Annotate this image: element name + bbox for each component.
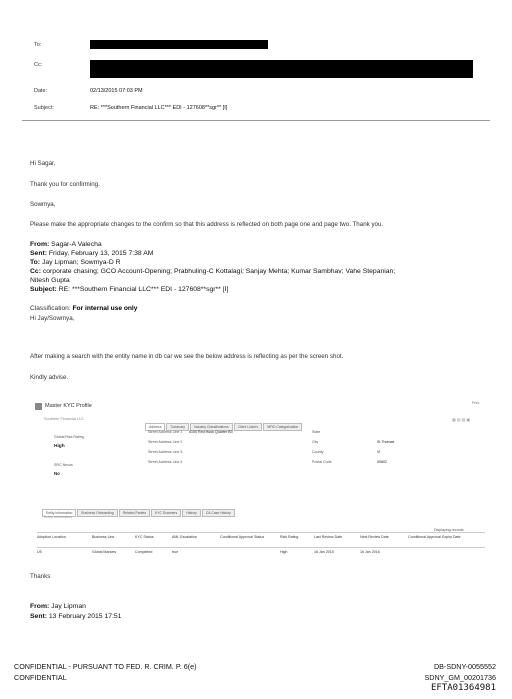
cell-risk: High — [280, 550, 288, 554]
tab-mfid[interactable]: MFID Categorization — [263, 423, 302, 431]
tab-summary[interactable]: Summary — [166, 423, 189, 431]
kyc-screenshot — [32, 395, 487, 560]
cc-label: Cc: — [34, 62, 43, 68]
col-kyc-status: KYC Status — [135, 535, 154, 539]
quoted2-from: From: Jay Lipman — [30, 603, 86, 610]
table-row[interactable] — [32, 550, 487, 558]
folder-icon — [35, 403, 42, 410]
city-value: St Thomas — [377, 440, 395, 444]
tab-entity-info[interactable]: Entity Information — [42, 509, 76, 517]
street-1-value: 6100 Red Hook Quarter B3 — [189, 430, 233, 434]
col-last-review: Last Review Date — [314, 535, 343, 539]
subject-value: RE: ***Southern Financial LLC*** EDI - 127608**sgr** [I] — [90, 105, 228, 111]
tab-kyc-scanners[interactable]: KYC Scanners — [151, 509, 181, 517]
kyc-title: Master KYC Profile — [45, 403, 92, 409]
col-next-review: Next Review Date — [360, 535, 389, 539]
cell-next-review: 16 Jan 2016 — [360, 550, 380, 554]
quoted-text: After making a search with the entity name in db car we see the below address is reflecting as per the screen shot. — [30, 353, 344, 360]
header-divider — [22, 120, 490, 121]
street-1-label: Street Address Line 1 — [148, 430, 183, 434]
street-4-label: Street Address Line 4 — [148, 460, 183, 464]
cell-business-line: Global Markets — [92, 550, 117, 554]
tab-industry[interactable]: Industry Classifications — [190, 423, 233, 431]
tab-business-onboarding[interactable]: Business Onboarding — [77, 509, 117, 517]
src-value: No — [54, 471, 60, 476]
cell-aml: true — [172, 550, 179, 554]
tab-address[interactable]: Address — [145, 423, 165, 431]
tab-history[interactable]: History — [182, 509, 201, 517]
footer-confidential-2: CONFIDENTIAL — [14, 673, 67, 682]
cell-last-review: 16 Jan 2015 — [314, 550, 334, 554]
thanks-confirm: Thank you for confirming. — [30, 181, 100, 188]
table-mid-line — [37, 547, 485, 548]
table-top-line — [37, 532, 485, 533]
col-risk-rating: Risk Rating — [280, 535, 299, 539]
state-label: State — [312, 430, 321, 434]
street-3-label: Street Address Line 3 — [148, 450, 183, 454]
print-link[interactable]: Print — [472, 401, 480, 405]
tab-client-linkers[interactable]: Client Linkers — [234, 423, 263, 431]
cell-kyc-status: Completed — [135, 550, 153, 554]
col-cond-approval: Conditional Approval Status — [220, 535, 265, 539]
risk-label: Global Risk Rating — [54, 435, 84, 439]
cc-redaction — [90, 60, 473, 78]
quoted2-sent: Sent: 13 February 2015 17:51 — [30, 613, 122, 620]
footer-efta: EFTA01364981 — [430, 683, 496, 693]
displaying-records: Displaying records — [434, 528, 464, 532]
col-adoption: Adoption Location — [37, 535, 66, 539]
classification: Classification: For internal use only — [30, 305, 138, 312]
kindly-advise: Kindly advise. — [30, 374, 69, 381]
quoted-greeting: Hi Jay/Sowmya, — [30, 315, 75, 322]
entity-info-link[interactable]: Entity Information — [44, 515, 72, 519]
quoted-cc: Cc: corporate chasing; GCO Account-Opening; Prabhuling-C Kottalagi; Sanjay Mehta; Kumar Sambhav; Vahe Stepanian; — [30, 268, 396, 275]
footer-confidential-1: CONFIDENTIAL - PURSUANT TO FED. R. CRIM. P. 6(e) — [14, 662, 197, 671]
county-value: VI — [377, 450, 381, 454]
county-label: County — [312, 450, 324, 454]
quoted-from: From: Sagar-A Valecha — [30, 241, 102, 248]
date-label: Date: — [34, 88, 48, 94]
risk-value: High — [54, 444, 65, 449]
quoted-to: To: Jay Lipman; Sowmya-D R — [30, 259, 121, 266]
tab-ca-case-history[interactable]: CA Case History — [202, 509, 235, 517]
city-label: City — [312, 440, 319, 444]
postal-label: Postal Code — [312, 460, 332, 464]
sowmya-salutation: Sowmya, — [30, 201, 56, 208]
col-business-line: Business Line — [92, 535, 115, 539]
quoted-subject: Subject: RE: ***Southern Financial LLC*** EDI - 127608**sgr** [I] — [30, 286, 229, 293]
quoted-sent: Sent: Friday, February 13, 2015 7:38 AM — [30, 250, 154, 257]
date-value: 02/13/2015 07:03 PM — [90, 88, 143, 94]
greeting: Hi Sagar, — [30, 160, 56, 167]
col-aml: AML Escalation — [172, 535, 197, 539]
kyc-entity: Southern Financial LLC — [44, 417, 84, 421]
tab-related-parties[interactable]: Related Parties — [119, 509, 150, 517]
table-header — [32, 535, 487, 543]
footer-bates-2: SDNY_GM_00201736 — [424, 673, 496, 682]
quoted-cc-cont: Nitesh Gupta — [30, 277, 70, 284]
postal-value: 00802 — [377, 460, 387, 464]
footer-bates-1: DB-SDNY-0055552 — [433, 662, 496, 671]
col-cond-expiry: Conditional Approval Expiry Date — [408, 535, 461, 539]
thanks: Thanks — [30, 573, 51, 580]
street-2-label: Street Address Line 2 — [148, 440, 183, 444]
to-label: To: — [34, 42, 42, 48]
toolbar-icons[interactable]: ▦▤▧▣ — [452, 417, 472, 422]
src-label: SRC Nexus — [54, 463, 73, 467]
to-redaction — [90, 40, 268, 49]
cell-location: US — [37, 550, 42, 554]
request-text: Please make the appropriate changes to the confirm so that this address is reflected on both page one and page two. Thank you. — [30, 221, 384, 228]
subject-label: Subject: — [34, 105, 54, 111]
